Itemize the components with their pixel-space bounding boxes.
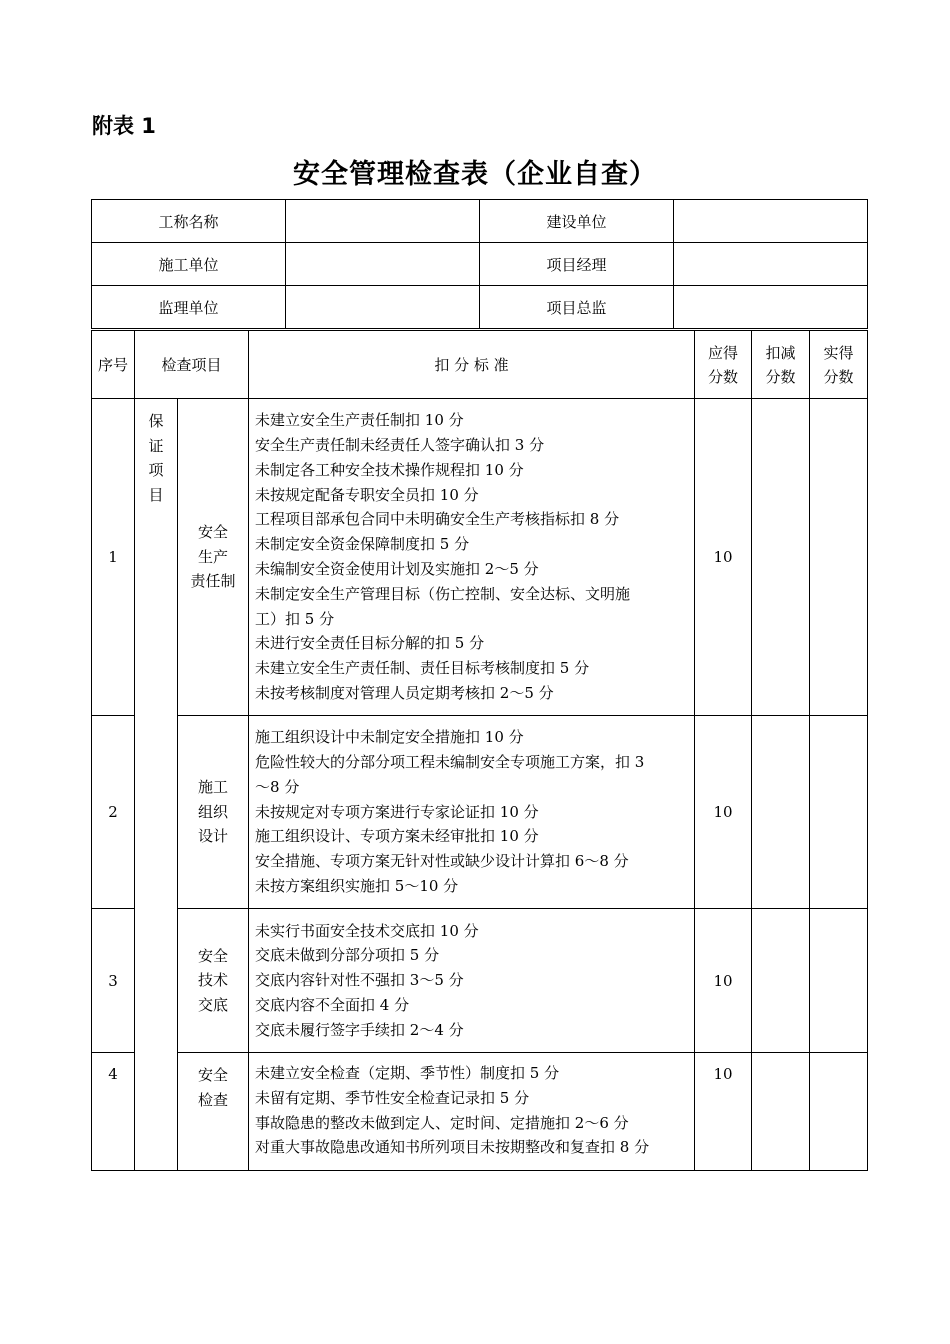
row-criteria <box>249 399 695 716</box>
row-item <box>178 1053 249 1171</box>
criteria-line: 施工组织设计、专项方案未经审批扣 10 分 <box>255 827 539 846</box>
criteria-line: 施工组织设计中未制定安全措施扣 10 分 <box>255 728 524 747</box>
row-criteria <box>249 909 695 1053</box>
row-criteria <box>249 716 695 909</box>
page-title: 安全管理检查表（企业自查） <box>293 159 657 190</box>
table-header-row <box>92 331 868 399</box>
criteria-line: 未按规定对专项方案进行专家论证扣 10 分 <box>255 802 539 821</box>
criteria-line: 交底内容针对性不强扣 3～5 分 <box>255 971 464 990</box>
header-actual-score <box>810 331 868 399</box>
inspection-table <box>91 330 868 1171</box>
header-seq: 序号 <box>92 331 135 399</box>
header-due-score <box>695 331 752 399</box>
row-criteria <box>249 1053 695 1171</box>
header-actual-line2: 分数 <box>823 367 854 386</box>
header-deduct-score <box>752 331 810 399</box>
row-item-line: 交底 <box>198 995 229 1014</box>
criteria-line: 安全生产责任制未经责任人签字确认扣 3 分 <box>255 436 545 455</box>
chief-supervisor-field[interactable] <box>674 286 868 329</box>
header-item: 检查项目 <box>135 331 249 399</box>
criteria-line: 未建立安全检查（定期、季节性）制度扣 5 分 <box>255 1064 560 1082</box>
criteria-line: 未实行书面安全技术交底扣 10 分 <box>255 921 479 940</box>
row-deduct-score[interactable] <box>752 399 810 716</box>
row-item-line: 安全 <box>198 523 229 542</box>
row-due-score: 10 <box>695 909 752 1053</box>
criteria-line: 事故隐患的整改未做到定人、定时间、定措施扣 2～6 分 <box>255 1113 629 1132</box>
row-item <box>178 909 249 1053</box>
row-seq: 4 <box>92 1053 135 1171</box>
table-row <box>92 909 868 1053</box>
row-actual-score[interactable] <box>810 716 868 909</box>
criteria-line: ～8 分 <box>255 777 300 796</box>
row-due-score: 10 <box>695 399 752 716</box>
table-row <box>92 716 868 909</box>
criteria-line: 交底未履行签字手续扣 2～4 分 <box>255 1020 464 1039</box>
info-row <box>92 286 868 329</box>
row-item-line: 技术 <box>198 971 229 990</box>
criteria-line: 工）扣 5 分 <box>255 609 335 628</box>
project-manager-label: 项目经理 <box>480 243 674 286</box>
row-due-score: 10 <box>695 716 752 909</box>
criteria-line: 未制定安全生产管理目标（伤亡控制、安全达标、文明施 <box>255 584 631 603</box>
project-name-label: 工称名称 <box>92 200 286 243</box>
table-row <box>92 1053 868 1171</box>
supervision-unit-field[interactable] <box>286 286 480 329</box>
category-char: 证 <box>148 436 164 455</box>
row-item-line: 设计 <box>198 827 229 846</box>
criteria-line: 未按考核制度对管理人员定期考核扣 2～5 分 <box>255 683 554 702</box>
construction-unit-label: 施工单位 <box>92 243 286 286</box>
row-seq: 2 <box>92 716 135 909</box>
criteria-line: 交底未做到分部分项扣 5 分 <box>255 946 440 965</box>
category-char: 保 <box>148 412 164 430</box>
row-deduct-score[interactable] <box>752 909 810 1053</box>
criteria-line: 未建立安全生产责任制扣 10 分 <box>255 411 464 430</box>
header-deduct-line1: 扣减 <box>765 343 796 362</box>
supervision-unit-label: 监理单位 <box>92 286 286 329</box>
chief-supervisor-label: 项目总监 <box>480 286 674 329</box>
row-actual-score[interactable] <box>810 909 868 1053</box>
table-row <box>92 399 868 716</box>
criteria-line: 未建立安全生产责任制、责任目标考核制度扣 5 分 <box>255 659 590 678</box>
criteria-line: 安全措施、专项方案无针对性或缺少设计计算扣 6～8 分 <box>255 852 629 871</box>
header-deduct-line2: 分数 <box>765 367 796 386</box>
project-info-table <box>91 199 868 329</box>
criteria-line: 对重大事故隐患改通知书所列项目未按期整改和复查扣 8 分 <box>255 1138 650 1157</box>
criteria-line: 交底内容不全面扣 4 分 <box>255 995 410 1014</box>
builder-field[interactable] <box>674 200 868 243</box>
header-actual-line1: 实得 <box>823 343 854 362</box>
criteria-line: 未留有定期、季节性安全检查记录扣 5 分 <box>255 1088 530 1107</box>
row-item-line: 施工 <box>198 778 229 797</box>
row-item-line: 生产 <box>198 547 229 566</box>
criteria-line: 未编制安全资金使用计划及实施扣 2～5 分 <box>255 560 539 578</box>
row-item-line: 安全 <box>198 1066 229 1084</box>
builder-label: 建设单位 <box>480 200 674 243</box>
row-seq: 3 <box>92 909 135 1053</box>
construction-unit-field[interactable] <box>286 243 480 286</box>
category-char: 项 <box>148 461 164 479</box>
row-due-score: 10 <box>695 1053 752 1171</box>
criteria-line: 未按规定配备专职安全员扣 10 分 <box>255 485 479 504</box>
info-row <box>92 200 868 243</box>
row-item-line: 安全 <box>198 946 229 965</box>
criteria-line: 危险性较大的分部分项工程未编制安全专项施工方案，扣 3 <box>255 753 645 771</box>
criteria-line: 未制定各工种安全技术操作规程扣 10 分 <box>255 460 524 479</box>
criteria-line: 未按方案组织实施扣 5～10 分 <box>255 876 459 895</box>
header-due-line2: 分数 <box>708 367 739 386</box>
header-criteria: 扣 分 标 准 <box>249 331 695 399</box>
row-item <box>178 399 249 716</box>
project-name-field[interactable] <box>286 200 480 243</box>
info-row <box>92 243 868 286</box>
row-item-line: 检查 <box>198 1090 229 1109</box>
criteria-line: 未制定安全资金保障制度扣 5 分 <box>255 535 470 554</box>
project-manager-field[interactable] <box>674 243 868 286</box>
criteria-line: 未进行安全责任目标分解的扣 5 分 <box>255 634 485 653</box>
row-item <box>178 716 249 909</box>
criteria-line: 工程项目部承包合同中未明确安全生产考核指标扣 8 分 <box>255 510 620 529</box>
row-deduct-score[interactable] <box>752 716 810 909</box>
appendix-label: 附表 1 <box>92 114 156 138</box>
category-char: 目 <box>148 485 164 504</box>
header-due-line1: 应得 <box>708 343 739 362</box>
row-item-line: 责任制 <box>190 572 236 591</box>
row-seq: 1 <box>92 399 135 716</box>
row-actual-score[interactable] <box>810 1053 868 1171</box>
row-deduct-score[interactable] <box>752 1053 810 1171</box>
row-actual-score[interactable] <box>810 399 868 716</box>
row-item-line: 组织 <box>198 802 229 821</box>
category-cell <box>135 399 178 1171</box>
